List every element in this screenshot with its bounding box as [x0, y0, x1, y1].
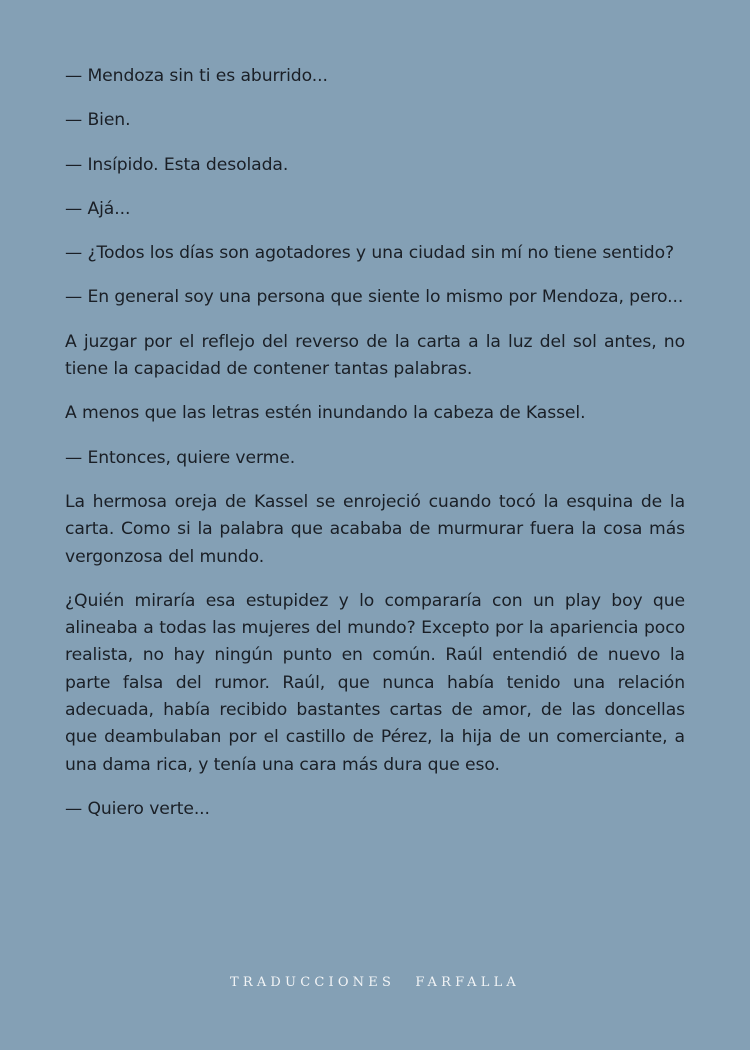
paragraph: — Quiero verte...	[65, 798, 210, 819]
footer-word: FARFALLA	[415, 975, 521, 990]
paragraph: — Entonces, quiere verme.	[65, 447, 296, 468]
paragraph: ¿Quién miraría esa estupidez y lo compararía con un play boy que alineaba a todas las mujeres del mundo? Excepto por la apariencia poco realista, no hay ningún punto en común. Raúl entendió de nuevo la parte falsa del rumor. Raúl, que nunca había tenido una relación adecuada, había recibido bastantes cartas de amor, de las doncellas que deambulaban por el castillo de Pérez, la hija de un comerciante, a una dama rica, y tenía una cara más dura que eso.	[65, 590, 685, 775]
paragraph: — ¿Todos los días son agotadores y una ciudad sin mí no tiene sentido?	[65, 243, 675, 264]
paragraph: — Insípido. Esta desolada.	[65, 154, 289, 175]
paragraph: — Bien.	[65, 110, 131, 131]
paragraph: — Mendoza sin ti es aburrido...	[65, 66, 328, 86]
paragraph: A juzgar por el reflejo del reverso de la carta a la luz del sol antes, no tiene la capacidad de contener tantas palabras.	[65, 331, 685, 380]
paragraph: A menos que las letras estén inundando la cabeza de Kassel.	[65, 403, 586, 424]
paragraph: — En general soy una persona que siente lo mismo por Mendoza, pero...	[65, 287, 684, 308]
footer-credit	[0, 975, 750, 990]
paragraph: La hermosa oreja de Kassel se enrojeció cuando tocó la esquina de la carta. Como si la palabra que acababa de murmurar fuera la cosa más vergonzosa del mundo.	[65, 491, 685, 567]
document-body	[65, 63, 685, 840]
paragraph: — Ajá...	[65, 198, 131, 219]
footer-word: TRADUCCIONES	[229, 975, 396, 990]
